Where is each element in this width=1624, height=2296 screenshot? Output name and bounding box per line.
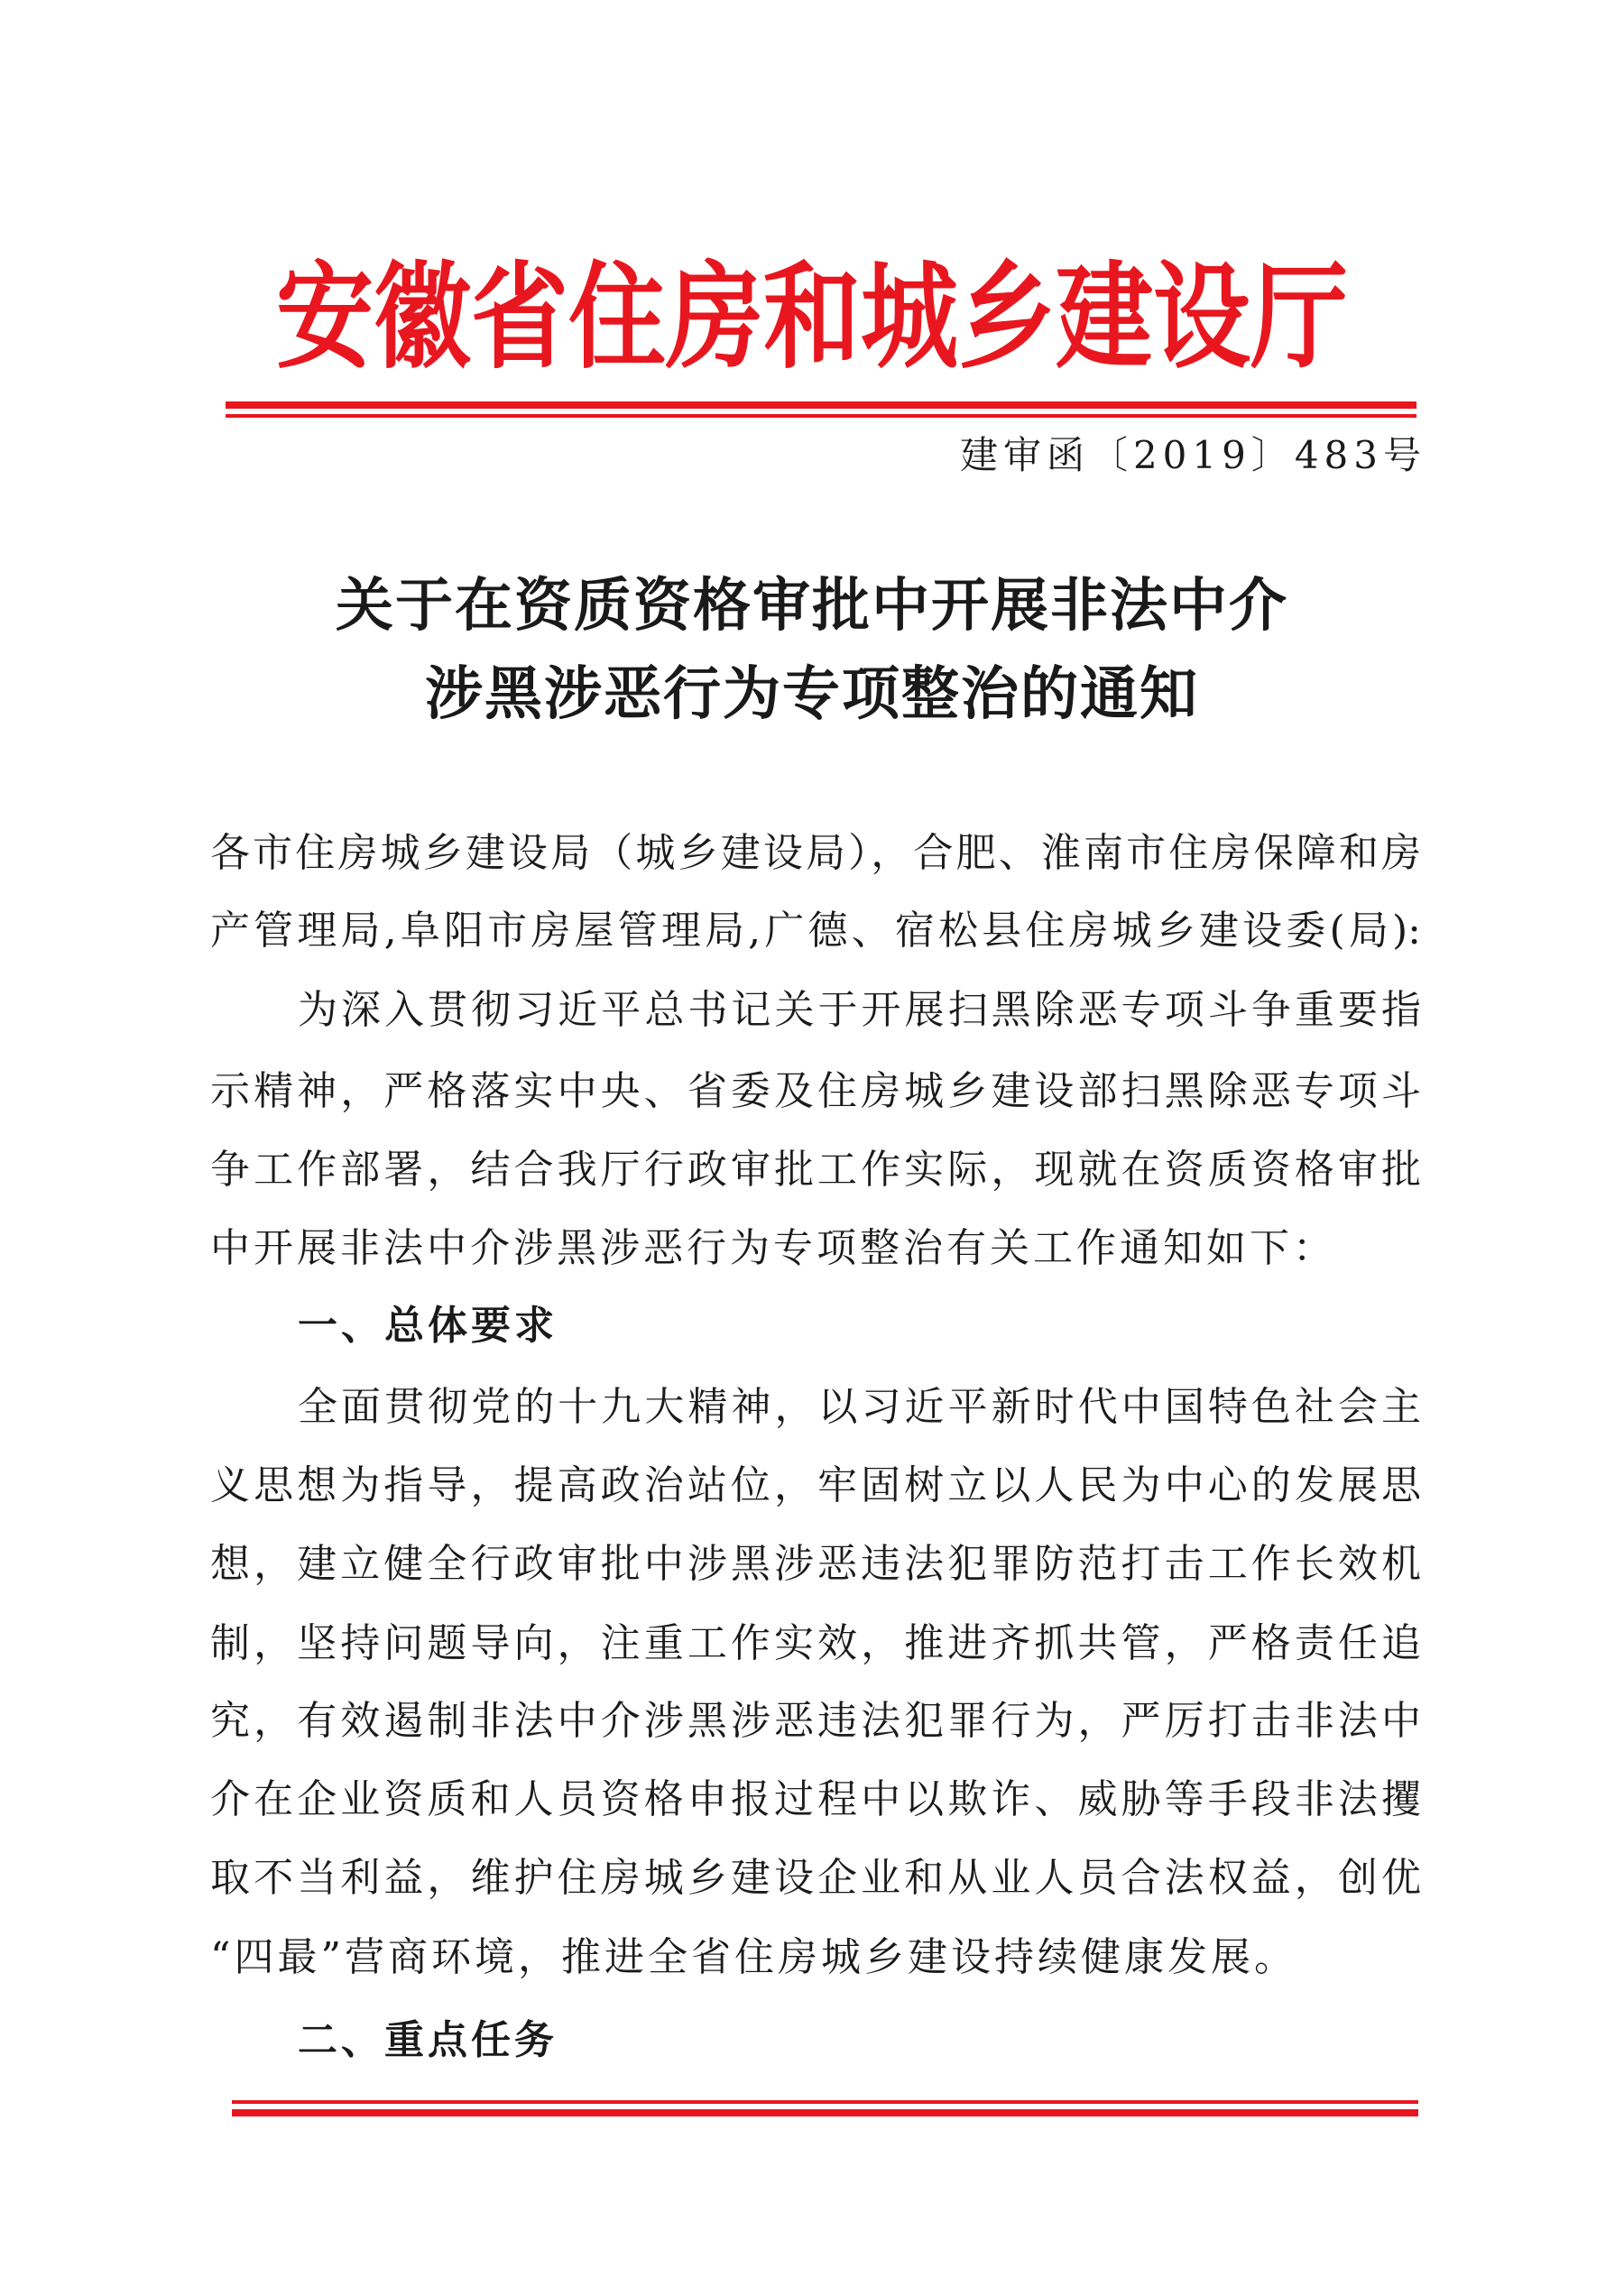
intro-line: 示精神，严格落实中央、省委及住房城乡建设部扫黑除恶专项斗 [210,1068,1421,1114]
letterhead-rule-thick [226,401,1416,409]
document-number: 建审函〔2019〕483号 [959,433,1426,477]
section-2-heading: 二、重点任务 [298,2017,558,2063]
addressee-line: 各市住房城乡建设局（城乡建设局），合肥、淮南市住房保障和房 [210,830,1421,876]
section-1-heading: 一、总体要求 [298,1303,558,1349]
section-1-line: 全面贯彻党的十九大精神，以习近平新时代中国特色社会主 [298,1384,1421,1430]
footer-rule-thin [232,2100,1418,2104]
section-1-line: 介在企业资质和人员资格申报过程中以欺诈、威胁等手段非法攫 [210,1776,1421,1822]
addressee-line: 产管理局,阜阳市房屋管理局,广德、宿松县住房城乡建设委(局): [210,908,1421,954]
intro-line: 中开展非法中介涉黑涉恶行为专项整治有关工作通知如下： [210,1225,1336,1271]
footer-rule-thick [232,2109,1418,2116]
section-1-line: 想，建立健全行政审批中涉黑涉恶违法犯罪防范打击工作长效机 [210,1541,1421,1587]
document-title-line-2: 涉黑涉恶行为专项整治的通知 [425,660,1199,728]
section-1-line: 制，坚持问题导向，注重工作实效，推进齐抓共管，严格责任追 [210,1620,1421,1666]
section-1-line: 究，有效遏制非法中介涉黑涉恶违法犯罪行为，严厉打击非法中 [210,1698,1421,1744]
letterhead-agency-name: 安徽省住房和城乡建设厅 [275,250,1348,385]
section-1-line: 取不当利益，维护住房城乡建设企业和从业人员合法权益，创优 [210,1855,1421,1901]
letterhead-rule-thin [226,414,1416,418]
intro-line: 为深入贯彻习近平总书记关于开展扫黑除恶专项斗争重要指 [298,987,1421,1033]
section-1-line: 义思想为指导，提高政治站位，牢固树立以人民为中心的发展思 [210,1462,1421,1508]
intro-line: 争工作部署，结合我厅行政审批工作实际，现就在资质资格审批 [210,1147,1421,1193]
section-1-line: “四最”营商环境，推进全省住房城乡建设持续健康发展。 [210,1934,1297,1980]
document-title-line-1: 关于在资质资格审批中开展非法中介 [336,572,1288,640]
